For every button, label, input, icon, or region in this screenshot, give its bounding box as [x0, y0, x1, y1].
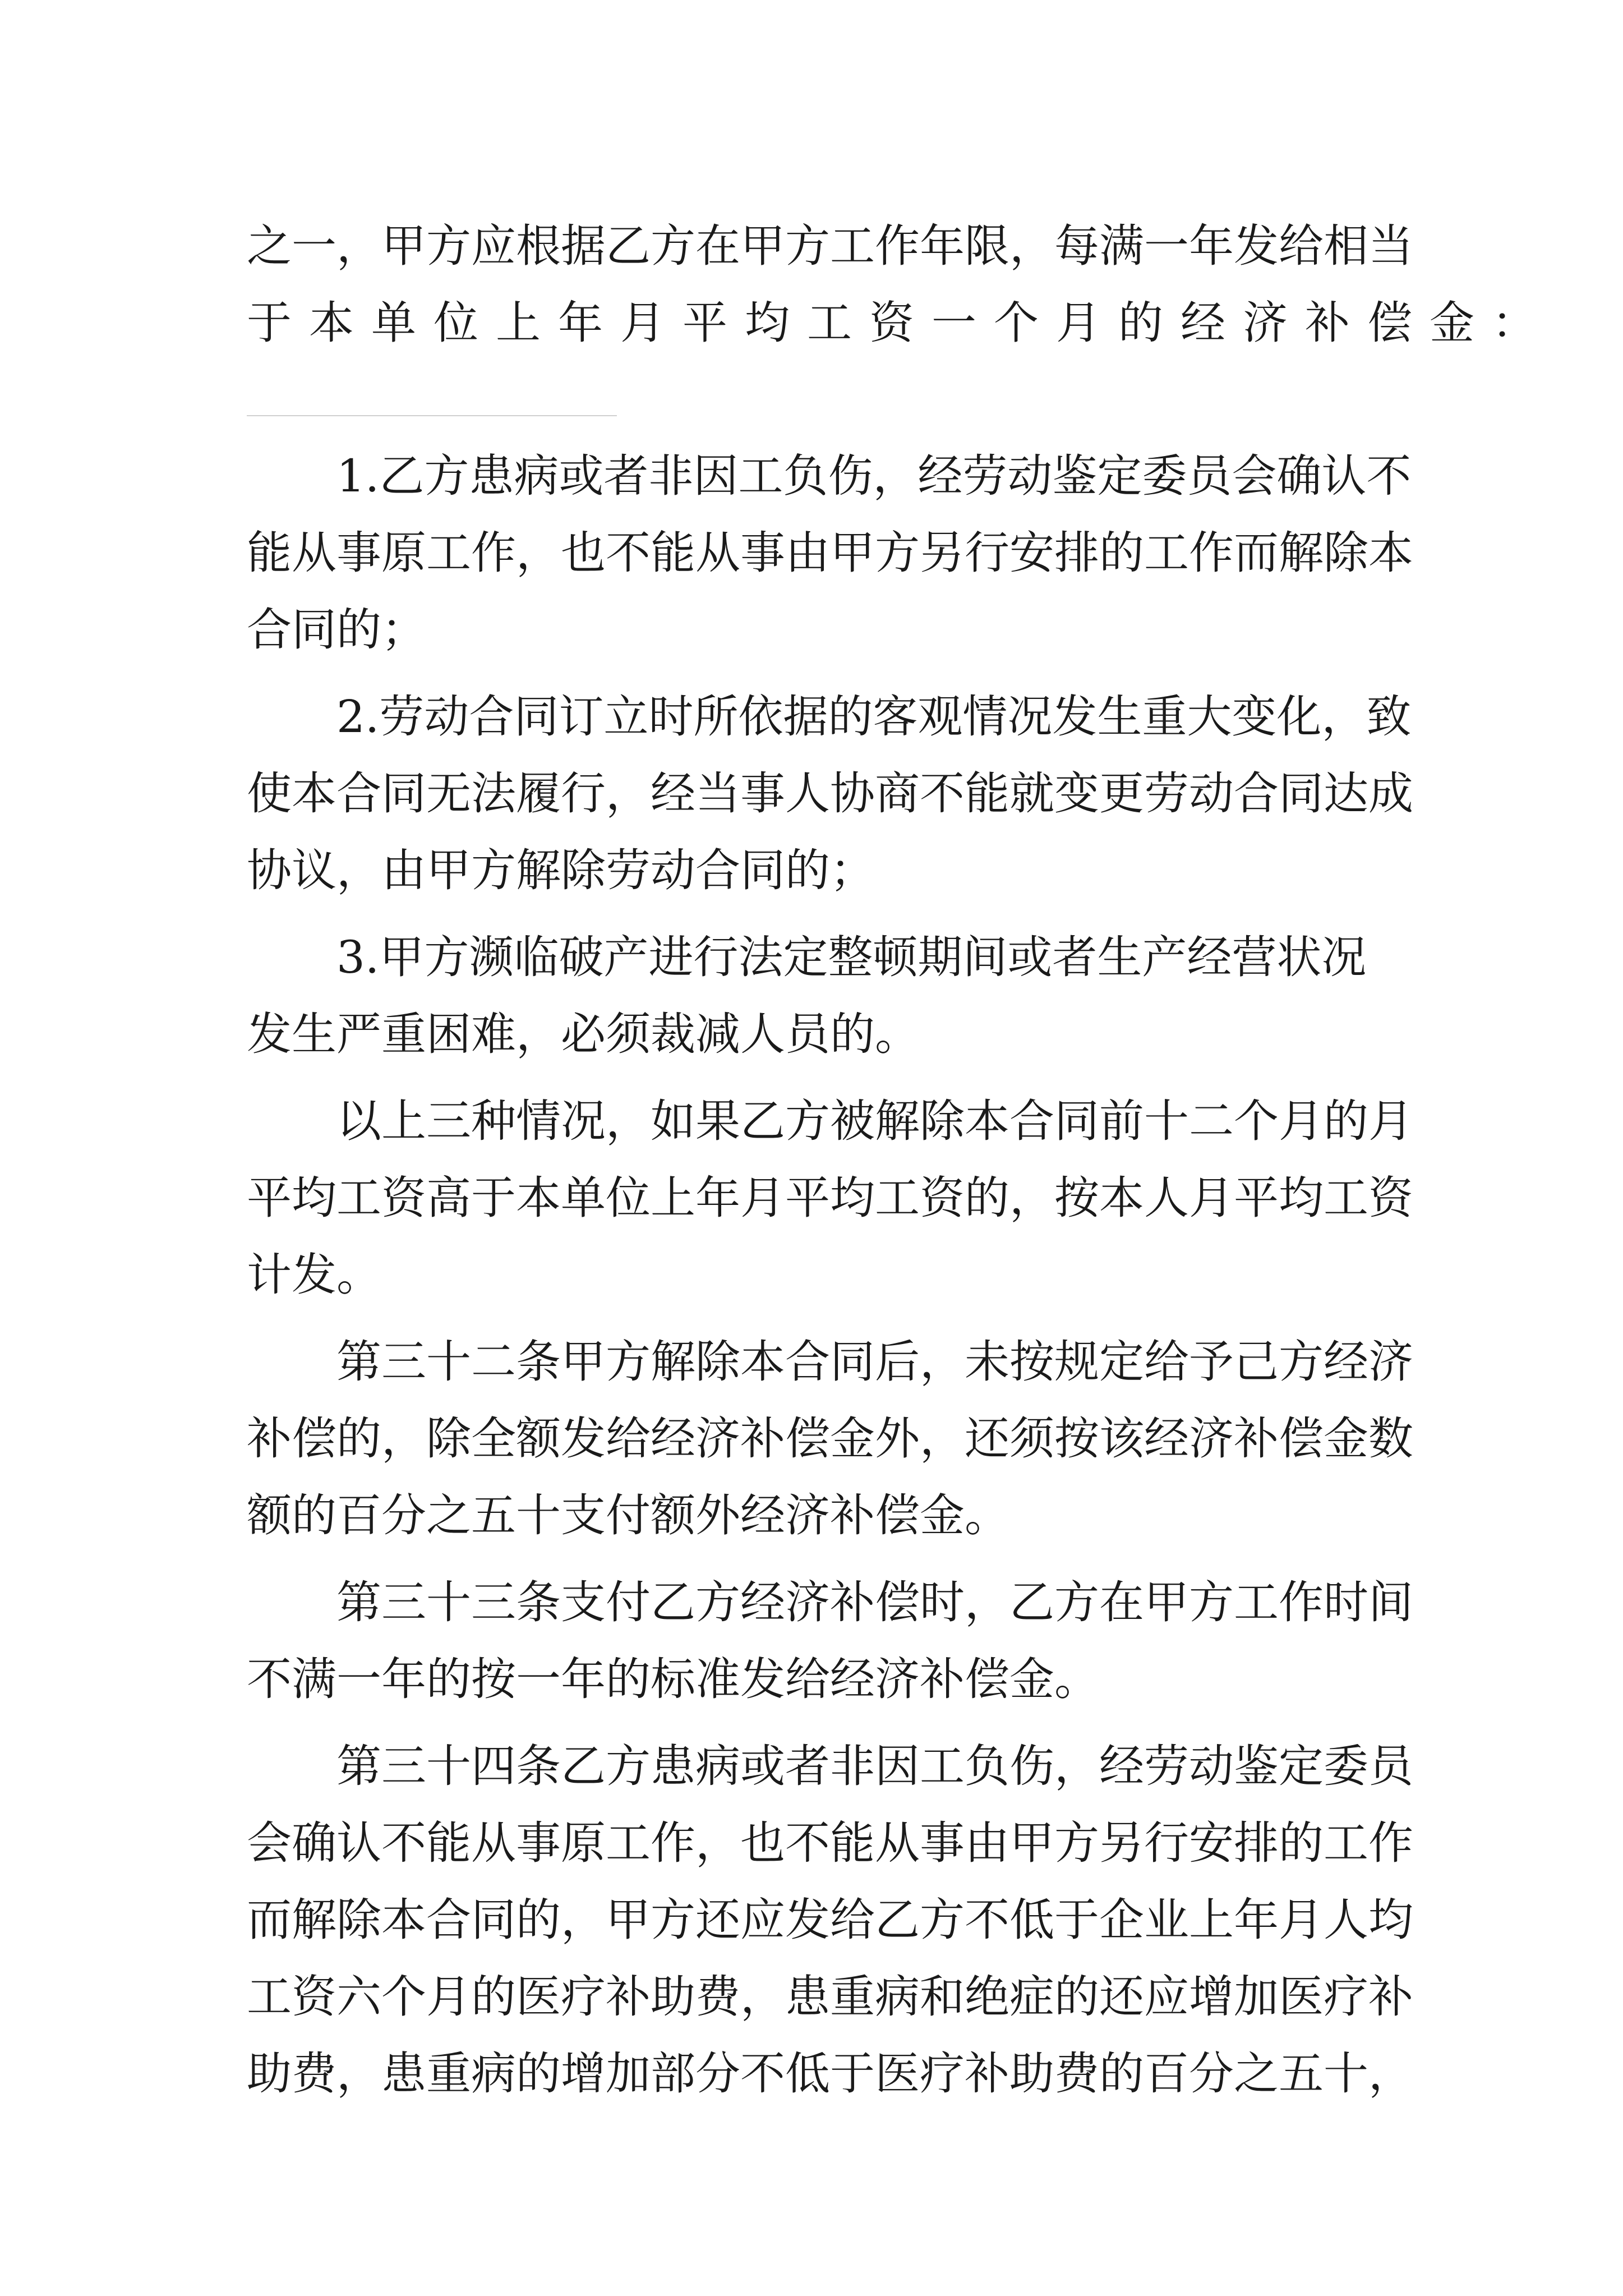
paragraph-line: 第三十三条支付乙方经济补偿时，乙方在甲方工作时间: [336, 1576, 1413, 1628]
paragraph-line: 工资六个月的医疗补助费，患重病和绝症的还应增加医疗补: [247, 1971, 1413, 2023]
paragraph-line: 能从事原工作，也不能从事由甲方另行安排的工作而解除本: [247, 527, 1413, 579]
paragraph-line: 3.甲方濒临破产进行法定整顿期间或者生产经营状况: [336, 931, 1367, 983]
paragraph-line: 第三十二条甲方解除本合同后，未按规定给予己方经济: [336, 1336, 1413, 1388]
paragraph-line: 会确认不能从事原工作，也不能从事由甲方另行安排的工作: [247, 1817, 1413, 1869]
text-line: 于本单位上年月平均工资一个月的经济补偿金：: [247, 297, 1554, 349]
paragraph-line: 协议，由甲方解除劳动合同的；: [247, 844, 875, 896]
paragraph-line: 第三十四条乙方患病或者非因工负伤，经劳动鉴定委员: [336, 1740, 1413, 1792]
text-line: 之一，甲方应根据乙方在甲方工作年限，每满一年发给相当: [247, 220, 1413, 272]
paragraph-line: 计发。: [247, 1249, 381, 1301]
paragraph-line: 以上三种情况，如果乙方被解除本合同前十二个月的月: [336, 1095, 1413, 1147]
paragraph-line: 补偿的，除全额发给经济补偿金外，还须按该经济补偿金数: [247, 1412, 1413, 1465]
paragraph-line: 合同的；: [247, 604, 426, 656]
top-text: [247, 208, 1554, 361]
paragraph-line: 助费，患重病的增加部分不低于医疗补助费的百分之五十，: [247, 2047, 1413, 2100]
paragraph-line: 1.乙方患病或者非因工负伤，经劳动鉴定委员会确认不: [336, 450, 1412, 502]
divider-line: [247, 415, 617, 416]
paragraph-line: 而解除本合同的，甲方还应发给乙方不低于企业上年月人均: [247, 1894, 1413, 1946]
body-text: [247, 438, 1413, 2112]
paragraph-line: 平均工资高于本单位上年月平均工资的，按本人月平均工资: [247, 1172, 1413, 1224]
paragraph-line: 使本合同无法履行，经当事人协商不能就变更劳动合同达成: [247, 767, 1413, 820]
paragraph-line: 2.劳动合同订立时所依据的客观情况发生重大变化，致: [336, 691, 1412, 743]
paragraph-line: 额的百分之五十支付额外经济补偿金。: [247, 1489, 1009, 1542]
paragraph-line: 发生严重困难，必须裁减人员的。: [247, 1008, 920, 1060]
paragraph-line: 不满一年的按一年的标准发给经济补偿金。: [247, 1653, 1099, 1705]
